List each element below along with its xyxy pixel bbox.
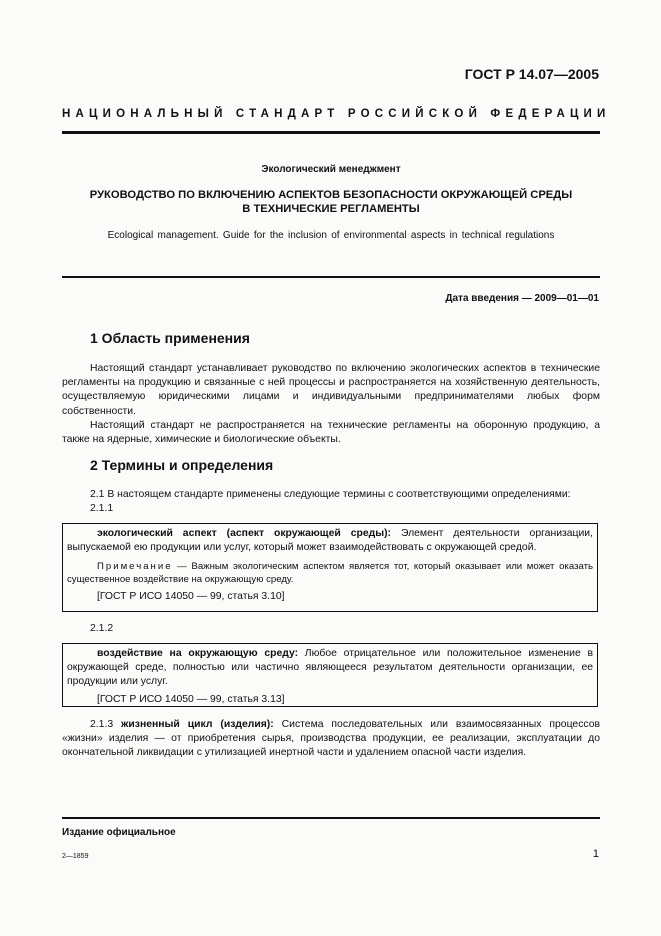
- clause-2-1-3-number: 2.1.3: [90, 719, 122, 730]
- section-1-paragraph-2: Настоящий стандарт не распространяется на технические регламенты на оборонную продукцию, а также на ядерные, химические и биологические объекты.: [62, 419, 600, 446]
- note-label: Примечание: [97, 561, 173, 573]
- term-reference-2: [ГОСТ Р ИСО 14050 — 99, статья 3.13]: [97, 693, 285, 705]
- term-reference-1: [ГОСТ Р ИСО 14050 — 99, статья 3.10]: [97, 590, 285, 602]
- section-1-paragraph-1: Настоящий стандарт устанавливает руководство по включению экологических аспектов в технические регламенты на продукцию и связанные с ней процессы и распространяется на хозяйственную деятельность, осуществляемую юридическими лицами и индивидуальными предпринимателями любых форм собственности.: [62, 363, 600, 417]
- document-title-line2: В ТЕХНИЧЕСКИЕ РЕГЛАМЕНТЫ: [242, 203, 420, 215]
- title-divider: [62, 276, 600, 278]
- term-box-environmental-impact: [62, 643, 598, 707]
- standard-number: ГОСТ Р 14.07—2005: [464, 66, 599, 82]
- term-name-2: воздействие на окружающую среду:: [97, 648, 299, 659]
- note-text: — Важным экологическим аспектом является тот, который оказывает или может оказать существенное воздействие на окружающую среду.: [67, 561, 593, 585]
- section-2-intro: [62, 488, 600, 516]
- clause-2-1-1-number: 2.1.1: [90, 503, 114, 515]
- document-subtitle: Экологический менеджмент: [261, 164, 401, 175]
- section-2-intro-text: 2.1 В настоящем стандарте применены следующие термины с соответствующими определениями:: [90, 489, 571, 500]
- term-text-1: Элемент деятельности организации, выпускаемой ею продукции или услуг, который может взаимодействовать с окружающей средой.: [67, 528, 593, 554]
- page-number: 1: [592, 848, 599, 860]
- national-standard-heading: НАЦИОНАЛЬНЫЙ СТАНДАРТ РОССИЙСКОЙ ФЕДЕРАЦИИ: [62, 108, 611, 120]
- term-text-2: Любое отрицательное или положительное изменение в окружающей среде, полностью или частично являющееся результатом деятельности организации, ее продукции или услуг.: [67, 648, 593, 688]
- footer-divider: [62, 817, 600, 819]
- section-1-heading: 1 Область применения: [90, 330, 250, 346]
- header-divider: [62, 131, 600, 134]
- print-code: 2—1859: [62, 853, 89, 860]
- section-1-body: [62, 362, 600, 447]
- term-definition-2: [67, 647, 593, 690]
- term-definition-1: [67, 527, 593, 555]
- official-edition-label: Издание официальное: [62, 827, 176, 838]
- document-title: [62, 188, 600, 216]
- term-name-1: экологический аспект (аспект окружающей среды):: [97, 528, 391, 539]
- introduction-date: Дата введения — 2009—01—01: [445, 293, 599, 304]
- document-title-line1: РУКОВОДСТВО ПО ВКЛЮЧЕНИЮ АСПЕКТОВ БЕЗОПАСНОСТИ ОКРУЖАЮЩЕЙ СРЕДЫ: [89, 189, 573, 201]
- clause-2-1-3: [62, 718, 600, 761]
- document-title-english: Ecological management. Guide for the inclusion of environmental aspects in technical regulations: [107, 230, 555, 241]
- term-name-3: жизненный цикл (изделия):: [121, 719, 274, 730]
- term-text-3: Система последовательных или взаимосвязанных процессов «жизни» изделия — от приобретения сырья, производства продукции, ее реализации, эксплуатации до окончательной ликвидации с утилизацией инертной части и удалением опасной части изделия.: [62, 719, 600, 759]
- term-definition-3: [62, 718, 600, 761]
- term-note-1: [67, 561, 593, 586]
- term-box-environmental-aspect: [62, 523, 598, 612]
- clause-2-1-2-number: 2.1.2: [90, 623, 114, 634]
- section-2-heading: 2 Термины и определения: [90, 457, 274, 473]
